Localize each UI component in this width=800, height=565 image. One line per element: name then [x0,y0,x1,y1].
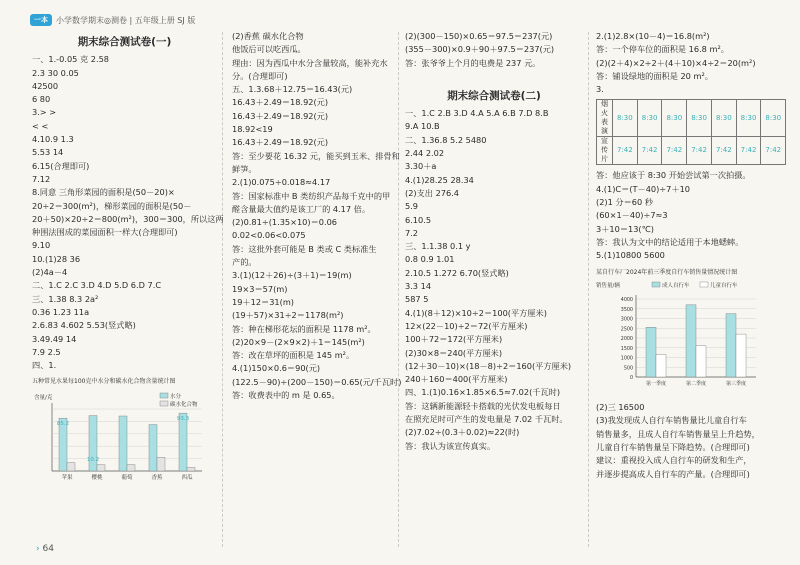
answer-line: 一、1.-0.05 克 2.58 [32,54,109,65]
bar [656,354,666,376]
answer-line: 42500 [32,80,59,91]
table-cell: 7:42 [736,137,761,165]
table-cell: 8:30 [736,100,761,137]
column-4 [596,30,782,481]
answer-line: 答：至少要花 16.32 元，能买到玉米、排骨和 [232,150,400,161]
column-3 [405,30,583,453]
answer-line: 3.> > [32,107,57,118]
answer-line: 鲜笋。 [232,163,257,174]
answer-line: 18.92<19 [232,124,273,135]
chevron-right-icon: › [36,544,40,554]
answer-line: (2)20×9－(2×9×2)＋1＝145(m²) [232,336,365,347]
answer-line: 9.A 10.B [405,121,440,132]
answer-line: 建议：重视投入成人自行车的研发和生产， [596,455,752,466]
answer-line: 3＋10＝13(℃) [596,223,655,234]
answer-line: 答：我认为文中的结论适用于本地蟋蟀。 [596,236,744,247]
table-cell: 7:42 [613,137,638,165]
answer-line: 二、1.36.8 5.2 5480 [405,134,487,145]
fruit-bar-chart [32,389,212,484]
answer-line: 6.15(合理即可) [32,160,90,171]
legend-swatch [160,401,168,406]
answer-line: (3)我发现成人自行车销售量比儿童自行车 [596,415,747,426]
bar [67,462,75,470]
answer-line: (2)0.81÷(1.35×10)＝0.06 [232,217,338,228]
table-cell: 7:42 [687,137,712,165]
tick-label: 3000 [620,317,633,323]
answer-line: 一、1.C 2.B 3.D 4.A 5.A 6.B 7.D 8.B [405,108,549,119]
y-axis-label: 含量/克 [34,394,53,401]
table-cell: 8:30 [662,100,687,137]
answer-line: 587 5 [405,294,429,305]
answer-line: 4.(1)(8＋12)×10÷2＝100(平方厘米) [405,307,547,318]
answer-lines [232,30,402,402]
category-label: 第二季度 [685,380,707,387]
legend-label: 成人自行车 [662,282,690,289]
answer-line: 理由：因为西瓜中水分含量较高，能补充水 [232,57,388,68]
legend-label: 碳水化合物 [170,401,198,408]
answer-lines [596,401,776,481]
answer-lines [596,169,776,262]
bar [696,346,706,377]
table-row [597,137,786,165]
answer-line: < < [32,120,49,131]
tick-label: 1000 [620,356,633,362]
table-row [597,100,786,137]
table-cell: 8:30 [637,100,662,137]
tick-label: 2500 [620,327,633,333]
answer-line: 5.53 14 [32,147,64,158]
page-header [30,14,195,26]
table-cell: 8:30 [687,100,712,137]
column-1 [32,30,224,488]
legend-label: 儿童自行车 [710,282,738,289]
table-cell: 7:42 [711,137,736,165]
answer-line: 2.3 30 0.05 [32,67,79,78]
row-label: 宣传 片 [597,137,613,165]
answer-lines [32,53,224,372]
tick-label: 2000 [620,336,633,342]
answer-line: (2)1 分＝60 秒 [596,197,653,208]
tick-label: 500 [623,366,633,372]
answer-line: 8.同意 三角形菜园的面积是(50－20)× [32,187,175,198]
answer-line: 答：一个停车位的面积是 16.8 m²。 [596,44,729,55]
table-cell: 8:30 [711,100,736,137]
answer-line: 醛含量最大值约是该工厂的 4.17 倍。 [232,203,371,214]
legend-swatch [160,393,168,398]
answer-line: 3.49.49 14 [32,333,77,344]
column-divider [398,32,399,547]
answer-line: (122.5－90)÷(200－150)＝0.65(元/千瓦时) [232,376,402,387]
table-cell: 8:30 [761,100,786,137]
answer-line: 分。(合理即可) [232,70,288,81]
answer-line: 2.(1)2.8×(10－4)＝16.8(m²) [596,31,710,41]
answer-line: 0.02<0.06<0.075 [232,230,306,241]
header-text: 小学数学期末◎测卷 | 五年级上册 SJ 版 [56,15,196,25]
answer-line: 种围法围成的菜园面积一样大(合理即可) [32,227,178,238]
answer-line: 3.(1)(12＋26)÷(3＋1)＝19(m) [232,270,352,281]
bar [646,327,656,377]
answer-line: 三、1.1.38 0.1 y [405,241,471,252]
answer-line: 4.(1)28.25 28.34 [405,174,474,185]
answer-line: 6 80 [32,94,51,105]
answer-line: 并逐步提高成人自行车的产量。(合理即可) [596,468,750,479]
data-label: 93.3 [176,415,190,422]
answer-line: 在照充足时可产生的发电量是 7.02 千瓦时。 [405,414,568,425]
answer-line: 答：这批外套可能是 B 类或 C 类标准生 [232,243,377,254]
bar [127,464,135,470]
answer-line: 20＋50)×20÷2＝800(m²)，300＝300，所以这两 [32,213,224,224]
answer-line: 销售量多，且成人自行车销售量呈上升趋势， [596,428,760,439]
answer-line: 他饭后可以吃西瓜。 [232,44,306,55]
answer-line: 10.(1)28 36 [32,253,81,264]
answer-line: 2.(1)0.075÷0.018≈4.17 [232,177,331,188]
answer-line: 240＋160＝400(平方厘米) [405,374,508,385]
answer-line: 5.(1)10800 5600 [596,250,665,261]
answer-line: 答：国家标准中 B 类纺织产品每千克中的甲 [232,190,391,201]
category-label: 苹果 [61,474,73,481]
answer-line: (2)支出 276.4 [405,187,460,198]
answer-line: 答：铺设绿地的面积是 20 m²。 [596,70,713,81]
bar [119,416,127,471]
answer-line: 4.10.9 1.3 [32,134,74,145]
answer-line: 答：改在草坪的面积是 145 m²。 [232,350,355,361]
answer-line: (2)(2＋4)×2÷2＋(4＋10)×4÷2＝20(m²) [596,57,756,68]
answer-line: 100＋72＝172(平方厘米) [405,334,503,345]
legend-swatch [700,282,708,287]
answer-line: 2.10.5 1.272 6.70(竖式略) [405,267,509,278]
schedule-table [596,99,786,165]
column-2 [232,30,402,402]
answer-line: (2)三 16500 [596,402,645,413]
answer-line: 16.43＋2.49＝18.92(元) [232,110,329,121]
legend-label: 水分 [170,393,182,400]
category-label: 葡萄 [121,474,133,481]
category-label: 第三季度 [725,380,747,387]
answer-line: 20÷2＝300(m²)，梯形菜园的面积是(50－ [32,200,192,211]
answer-line: 答：张爷爷上个月的电费是 237 元。 [405,57,541,68]
answer-line: 0.36 1.23 11a [32,306,90,317]
answer-line: 答：收费表中的 m 是 0.65。 [232,390,340,401]
category-label: 西瓜 [181,474,193,481]
bar [736,334,746,377]
bar [149,424,157,470]
answer-line: 2.44 2.02 [405,148,445,159]
answer-line: 4.(1)150×0.6＝90(元) [232,363,321,374]
bike-bar-chart [596,279,766,397]
answer-line: (60×1－40)÷7≈3 [596,210,668,221]
answer-line: (2)(300－150)×0.65＝97.5＝237(元) [405,31,553,41]
answer-line: (355－300)×0.9＋90＋97.5＝237(元) [405,44,555,55]
answer-lines [405,30,583,70]
answer-lines [596,30,776,96]
answer-line: 2.6.83 4.602 5.53(竖式略) [32,320,136,331]
answer-line: 二、1.C 2.C 3.D 4.D 5.D 6.D 7.C [32,280,162,291]
answer-line: 答：我认为该宣传真实。 [405,440,496,451]
column-divider [222,32,223,547]
answer-line: 16.43＋2.49＝18.92(元) [232,137,329,148]
answer-line: 12×(22－10)÷2＝72(平方厘米) [405,320,528,331]
answer-line: 3.30＋a [405,161,437,172]
bike-chart-title: 某自行车厂2024年前三季度自行车销售量情况统计图 [596,268,738,276]
answer-line: 答：这辆新能源轻卡搭载的光伏发电板每日 [405,400,561,411]
answer-lines [405,107,583,453]
answer-line: 7.9 2.5 [32,346,61,357]
answer-line: 9.10 [32,240,51,251]
answer-line: (12＋30－10)×(18－8)÷2＝160(平方厘米) [405,360,572,371]
answer-line: 4.(1)C＝(T－40)÷7＋10 [596,183,690,194]
row-label: 烟火 表演 [597,100,613,137]
category-label: 樱桃 [91,474,103,481]
fruit-chart-title: 五种常见水果每100克中水分和碳水化合物含量统计图 [32,378,176,386]
table-cell: 8:30 [613,100,638,137]
answer-line: 答：种在梯形花坛的面积是 1178 m²。 [232,323,376,334]
answer-line: 儿童自行车销售量呈下降趋势。(合理即可) [596,442,750,453]
bar [157,457,165,471]
answer-line: (2)30×8＝240(平方厘米) [405,347,503,358]
tick-label: 4000 [620,297,633,303]
answer-line: 3. [596,84,604,95]
answer-line: 19×3＝57(m) [232,283,288,294]
legend-swatch [652,282,660,287]
answer-line: 7.12 [32,173,51,184]
answer-line: (19＋57)×31÷2＝1178(m²) [232,310,344,321]
category-label: 第一季度 [645,380,667,387]
y-axis-label: 销售量/辆 [596,282,620,289]
answer-line: 5.9 [405,201,419,212]
answer-line: 五、1.3.68＋12.75＝16.43(元) [232,84,353,95]
tick-label: 3500 [620,307,633,313]
answer-line: 三、1.38 8.3 2a² [32,293,99,304]
answer-line: 19＋12＝31(m) [232,296,294,307]
data-label: 85.2 [56,420,70,427]
answer-line: 0.8 0.9 1.01 [405,254,455,265]
answer-line: (2)7.02÷(0.3＋0.02)≈22(时) [405,427,520,438]
bar [686,305,696,377]
brand-logo: 一本 [30,14,52,26]
bar [726,313,736,376]
table-cell: 7:42 [662,137,687,165]
page-number: › 64 [36,544,54,554]
tick-label: 0 [629,375,633,381]
test-title-2: 期末综合测试卷(二) [447,89,541,102]
answer-line: 四、1. [32,360,57,371]
answer-line: 6.10.5 [405,214,432,225]
table-cell: 7:42 [761,137,786,165]
test-title-1: 期末综合测试卷(一) [77,36,172,48]
tick-label: 1500 [620,346,633,352]
answer-line: 四、1.(1)0.16×1.85×6.5≈7.02(千瓦时) [405,387,561,398]
bar [97,464,105,470]
bar [187,467,195,471]
category-label: 香蕉 [151,474,163,481]
table-cell: 7:42 [637,137,662,165]
answer-line: (2)香蕉 碳水化合物 [232,31,304,41]
data-label: 10.2 [86,456,100,463]
answer-line: 16.43＋2.49＝18.92(元) [232,97,329,108]
answer-line: 3.3 14 [405,281,432,292]
answer-line: 答：他应该于 8:30 开始尝试第一次拍摄。 [596,170,751,181]
answer-line: 产的。 [232,257,257,268]
answer-line: (2)4a－4 [32,267,68,278]
column-divider [588,32,589,547]
answer-line: 7.2 [405,227,419,238]
